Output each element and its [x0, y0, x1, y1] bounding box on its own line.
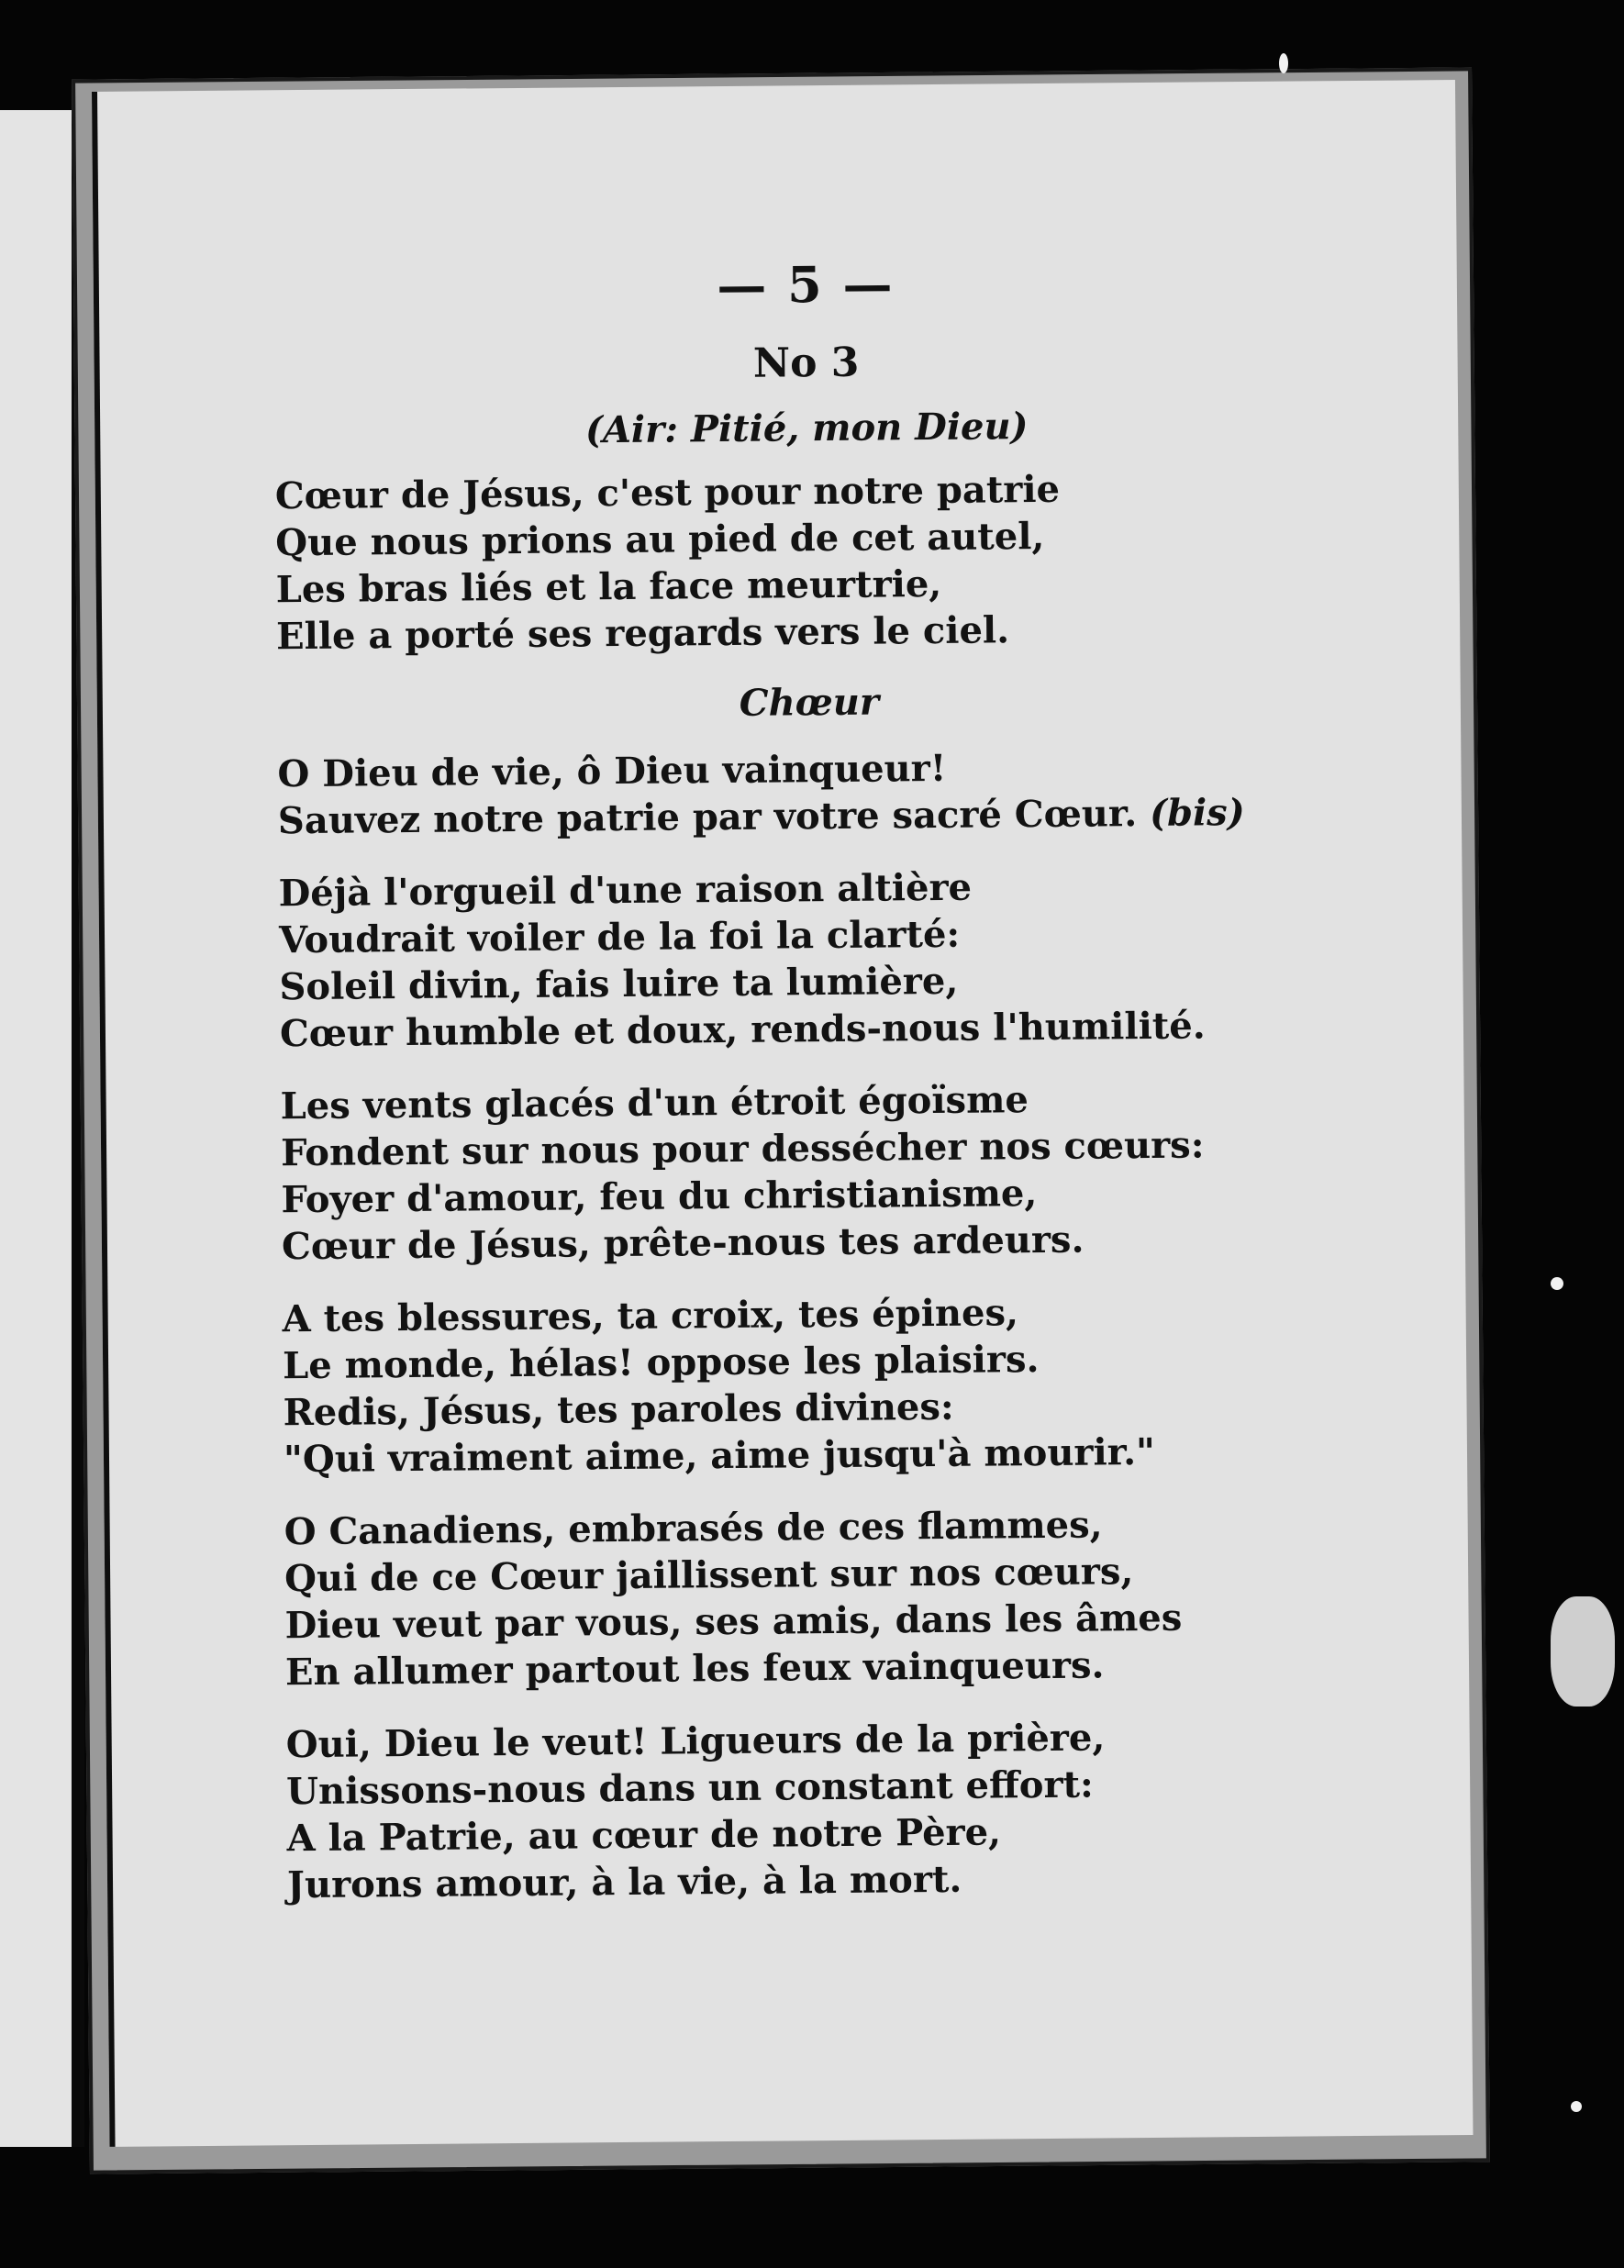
verse-line: Oui, Dieu le veut! Ligueurs de la prière, — [285, 1716, 1106, 1767]
chorus-title: Chœur — [739, 680, 880, 725]
verse-line: Unissons-nous dans un constant effort: — [285, 1762, 1095, 1814]
verse-line: En allumer partout les feux vainqueurs. — [284, 1643, 1105, 1695]
verse-line: Cœur de Jésus, c'est pour notre patrie — [274, 467, 1061, 518]
verse-line: "Qui vraiment aime, aime jusqu'à mourir." — [283, 1429, 1156, 1482]
verse-line: Soleil divin, fais luire ta lumière, — [279, 959, 959, 1009]
verse-line: Que nous prions au pied de cet autel, — [275, 514, 1045, 565]
stanza-2 — [278, 861, 1344, 1057]
stanza-4 — [282, 1286, 1348, 1483]
scan-artifact — [1279, 53, 1288, 73]
verse-line: Voudrait voiler de la foi la clarté: — [278, 912, 961, 962]
verse-line: Dieu veut par vous, ses amis, dans les âmes — [284, 1595, 1183, 1648]
verse-line: Jurons amour, à la vie, à la mort. — [286, 1857, 962, 1907]
page-content — [273, 250, 1352, 1934]
chorus-line: O Dieu de vie, ô Dieu vainqueur! — [277, 746, 947, 796]
scan-artifact — [1571, 2101, 1582, 2112]
stanza-1 — [275, 463, 1341, 660]
verse-line: Foyer d'amour, feu du christianisme, — [281, 1172, 1038, 1222]
scan-artifact — [1551, 1277, 1563, 1290]
stanza-5 — [284, 1499, 1350, 1695]
chorus-line-text: Sauvez notre patrie par votre sacré Cœur. — [277, 792, 1138, 843]
verse-line: Les vents glacés d'un étroit égoïsme — [280, 1078, 1029, 1128]
stanza-6 — [286, 1712, 1352, 1908]
verse-line: Cœur de Jésus, prête-nous tes ardeurs. — [281, 1217, 1085, 1269]
verse-line: Le monde, hélas! oppose les plaisirs. — [282, 1338, 1040, 1388]
stanza-3 — [280, 1073, 1346, 1270]
verse-line: Fondent sur nous pour dessécher nos cœurs: — [280, 1123, 1205, 1175]
verse-line: Elle a porté ses regards vers le ciel. — [275, 608, 1010, 659]
verse-line: Redis, Jésus, tes paroles divines: — [283, 1384, 954, 1435]
chorus-line — [278, 788, 1342, 844]
verse-line: Qui de ce Cœur jaillissent sur nos cœurs, — [284, 1550, 1134, 1601]
book-page — [92, 80, 1473, 2147]
verse-line: O Canadiens, embrasés de ces flammes, — [284, 1503, 1103, 1554]
verse-line: Déjà l'orgueil d'une raison altière — [278, 865, 973, 916]
page-number: — 5 — — [716, 254, 895, 316]
bis-marker: (bis) — [1149, 791, 1245, 835]
scan-artifact — [1551, 1596, 1615, 1707]
verse-line: Les bras liés et la face meurtrie, — [275, 561, 942, 612]
chorus — [277, 741, 1342, 844]
verse-line: A tes blessures, ta croix, tes épines, — [282, 1291, 1019, 1341]
verse-line: A la Patrie, au cœur de notre Père, — [286, 1810, 1002, 1861]
left-facing-page — [0, 110, 77, 2147]
hymn-number: No 3 — [752, 339, 860, 387]
verse-line: Cœur humble et doux, rends-nous l'humilité. — [279, 1004, 1206, 1056]
hymn-air: (Air: Pitié, mon Dieu) — [584, 405, 1029, 452]
